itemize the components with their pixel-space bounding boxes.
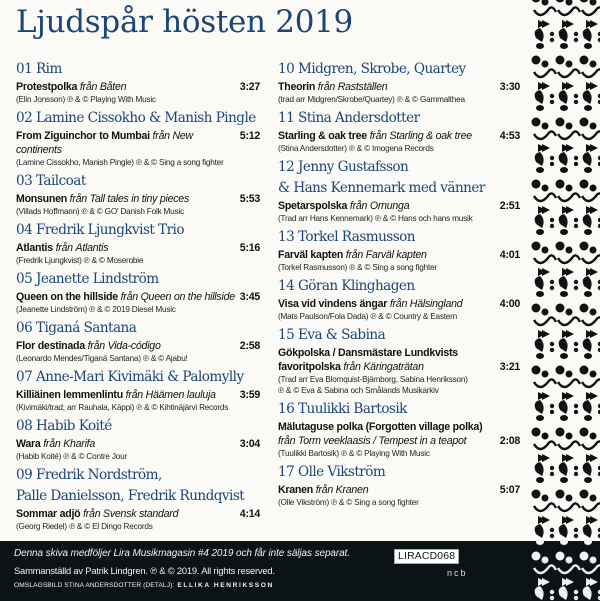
ornament-shape bbox=[574, 590, 578, 594]
from-label: från bbox=[345, 249, 364, 261]
song-name: Atlantis bbox=[16, 242, 53, 254]
ornament-shape bbox=[560, 477, 568, 483]
ornament-shape bbox=[550, 162, 554, 166]
ornament-shape bbox=[560, 353, 568, 359]
track-title-row bbox=[278, 129, 520, 143]
ornament-shape bbox=[550, 156, 554, 160]
track-artist: 01 Rim bbox=[16, 61, 62, 77]
from-label: från bbox=[343, 361, 361, 373]
from-label: från bbox=[120, 291, 138, 303]
ornament-shape bbox=[566, 557, 573, 564]
ornament-shape bbox=[550, 38, 554, 42]
track-duration: 2:51 bbox=[499, 200, 520, 212]
track-title-row bbox=[16, 80, 260, 94]
ornament-shape bbox=[536, 105, 544, 111]
song-name: Wara bbox=[16, 438, 41, 450]
ornament-shape bbox=[550, 590, 554, 594]
ornament-shape bbox=[574, 224, 578, 228]
ornament-shape bbox=[574, 528, 578, 532]
album-name: Ornunga bbox=[369, 200, 410, 212]
track-title bbox=[16, 241, 108, 255]
ornament-shape bbox=[566, 61, 573, 68]
ornament-shape bbox=[574, 218, 578, 222]
footer-cover-credit bbox=[14, 582, 274, 589]
ornament-shape bbox=[532, 552, 541, 561]
track-artist-cont: & Hans Kennemark med vänner bbox=[278, 180, 485, 196]
track-duration: 5:07 bbox=[499, 484, 520, 496]
album-name: Käringaträtan bbox=[363, 361, 424, 373]
track-duration: 3:21 bbox=[499, 361, 520, 373]
song-name: Sommar adjö bbox=[16, 508, 81, 520]
track-title-row bbox=[16, 507, 260, 521]
ornament-shape bbox=[574, 472, 578, 476]
track-title bbox=[16, 437, 95, 451]
ornament-shape bbox=[542, 433, 549, 440]
footer-bar bbox=[0, 541, 530, 601]
ornament-shape bbox=[532, 180, 541, 189]
track-credit: (Georg Riedel) ℗ & © El Dingo Records bbox=[16, 522, 153, 531]
from-label: från bbox=[349, 200, 368, 212]
track-entry bbox=[278, 327, 520, 396]
album-name: Torm veeklaasis / Tempest in a teapot bbox=[297, 435, 467, 447]
album-name: Vida-código bbox=[107, 340, 161, 352]
track-credit: (Leonardo Mendes/Tiganá Santana) ℗ & © Ajabu! bbox=[16, 354, 188, 363]
ornament-shape bbox=[574, 32, 578, 36]
ornament-shape bbox=[590, 495, 597, 502]
album-name: Atlantis bbox=[75, 242, 109, 254]
ncb-logo: ncb bbox=[447, 568, 468, 578]
ornament-shape bbox=[574, 348, 578, 352]
ornament-shape bbox=[580, 180, 589, 189]
ornament-shape bbox=[532, 56, 541, 65]
footer-compiled: Sammanställd av Patrik Lindgren. ℗ & © 2019. All rights reserved. bbox=[14, 565, 275, 576]
ornament-shape bbox=[580, 552, 589, 561]
ornament-shape bbox=[532, 490, 541, 499]
track-credit: (Habib Koité) ℗ & © Contre Jour bbox=[16, 452, 127, 461]
song-name: Protestpolka bbox=[16, 81, 78, 93]
album-name: New continents bbox=[16, 130, 193, 156]
track-entry bbox=[16, 61, 260, 105]
ornament-shape bbox=[580, 304, 589, 313]
track-title bbox=[16, 290, 235, 304]
track-artist: 12 Jenny Gustafsson bbox=[278, 159, 409, 175]
ornament-shape bbox=[584, 43, 592, 49]
track-artist: 09 Fredrik Nordström, bbox=[16, 467, 162, 483]
ornament-shape bbox=[536, 291, 544, 297]
track-artist: 13 Torkel Rasmusson bbox=[278, 229, 415, 245]
track-artist: 02 Lamine Cissokho & Manish Pingle bbox=[16, 110, 256, 126]
ornament-shape bbox=[532, 366, 541, 375]
ornament-shape bbox=[532, 118, 541, 127]
ornament-shape bbox=[556, 180, 565, 189]
album-name: Båten bbox=[99, 81, 127, 93]
track-duration: 3:45 bbox=[239, 291, 260, 303]
song-name: Visa vid vindens ängar bbox=[278, 298, 388, 310]
ornament-shape bbox=[536, 43, 544, 49]
ornament-shape bbox=[550, 534, 554, 538]
ornament-shape bbox=[584, 229, 592, 235]
track-credit: (Olle Vikström) ℗ & © Sing a song fighter bbox=[278, 498, 419, 507]
track-title-line1: Gökpolska / Dansmästare Lundkvists bbox=[278, 347, 458, 359]
track-title-row bbox=[278, 80, 520, 94]
track-artist: 07 Anne-Mari Kivimäki & Palomylly bbox=[16, 369, 244, 385]
track-duration: 4:14 bbox=[239, 508, 260, 520]
ornament-shape bbox=[556, 56, 565, 65]
tracklist-left bbox=[16, 56, 260, 532]
from-label: från bbox=[317, 81, 336, 93]
ornament-shape bbox=[550, 32, 554, 36]
track-credit-cont: ℗ & © Eva & Sabina och Smålands Musikarkiv bbox=[278, 386, 439, 395]
ornament-shape bbox=[574, 596, 578, 600]
track-duration: 3:27 bbox=[239, 81, 260, 93]
track-title-row bbox=[16, 241, 260, 255]
ornament-shape bbox=[550, 342, 554, 346]
ornament-shape bbox=[536, 415, 544, 421]
track-artist: 11 Stina Andersdotter bbox=[278, 110, 420, 126]
track-title-row bbox=[278, 199, 520, 213]
ornament-shape bbox=[580, 118, 589, 127]
ornament-shape bbox=[584, 415, 592, 421]
ornament-shape bbox=[584, 291, 592, 297]
track-credit: (Lamine Cissokho, Manish Pingle) ℗ & © Sing a song fighter bbox=[16, 158, 224, 167]
track-title-row bbox=[16, 388, 260, 402]
song-name: Farväl kapten bbox=[278, 249, 344, 261]
ornament-shape bbox=[550, 410, 554, 414]
ornament-shape bbox=[574, 94, 578, 98]
track-credit: (Trad arr Hans Kennemark) ℗ & © Hans och hans musik bbox=[278, 214, 473, 223]
ornament-shape bbox=[566, 123, 573, 130]
track-credit: (Torkel Rasmusson) ℗ & © Sing a song fighter bbox=[278, 263, 437, 272]
track-entry bbox=[278, 110, 520, 154]
track-entry bbox=[278, 159, 520, 224]
track-artist: 08 Habib Koité bbox=[16, 418, 112, 434]
track-duration: 4:01 bbox=[499, 249, 520, 261]
track-title bbox=[278, 80, 387, 94]
ornament-shape bbox=[556, 242, 565, 251]
track-credit: (Mats Paulson/Fola Dada) ℗ & © Country & Eastern bbox=[278, 312, 458, 321]
ornament-shape bbox=[590, 557, 597, 564]
track-credit: (Kivimäki/trad; arr Rauhala, Käppi) ℗ & © Kihtinäjärvi Records bbox=[16, 403, 229, 412]
ornament-shape bbox=[584, 353, 592, 359]
track-title bbox=[278, 129, 472, 143]
ornament-shape bbox=[580, 428, 589, 437]
track-entry bbox=[278, 229, 520, 273]
song-name: Kranen bbox=[278, 484, 313, 496]
ornament-shape bbox=[566, 495, 573, 502]
ornament-shape bbox=[580, 366, 589, 375]
track-artist: 06 Tiganá Santana bbox=[16, 320, 137, 336]
ornament-shape bbox=[550, 404, 554, 408]
track-duration: 5:16 bbox=[239, 242, 260, 254]
ornament-shape bbox=[550, 280, 554, 284]
ornament-shape bbox=[532, 304, 541, 313]
ornament-shape bbox=[542, 309, 549, 316]
ornament-pattern-icon bbox=[530, 0, 600, 601]
track-duration: 3:30 bbox=[499, 81, 520, 93]
ornament-shape bbox=[542, 185, 549, 192]
footer-notice: Denna skiva medföljer Lira Musikmagasin #4 2019 och får inte säljas separat. bbox=[14, 548, 350, 559]
cover-credit-artist: ELLIKA HENRIKSSON bbox=[177, 582, 274, 589]
track-title-row bbox=[16, 129, 260, 157]
from-label: från bbox=[125, 389, 143, 401]
ornament-shape bbox=[584, 105, 592, 111]
track-title bbox=[16, 339, 161, 353]
track-entry bbox=[16, 110, 260, 168]
album-name: Svensk standard bbox=[103, 508, 179, 520]
track-duration: 4:00 bbox=[499, 298, 520, 310]
track-duration: 2:08 bbox=[499, 435, 520, 447]
ornament-shape bbox=[550, 100, 554, 104]
ornament-shape bbox=[542, 123, 549, 130]
ornament-shape bbox=[556, 118, 565, 127]
track-entry bbox=[16, 320, 260, 364]
ornament-shape bbox=[574, 156, 578, 160]
track-credit: (Villads Hoffmann) ℗ & © GO' Danish Folk Music bbox=[16, 207, 184, 216]
ornament-shape bbox=[536, 167, 544, 173]
ornament-shape bbox=[566, 371, 573, 378]
track-credit: (Trad arr Eva Blomquist-Bjärnborg, Sabina Henriksson) bbox=[278, 375, 468, 384]
track-title bbox=[16, 129, 236, 157]
track-title bbox=[278, 297, 462, 311]
track-entry bbox=[278, 401, 520, 459]
track-credit: (trad arr Midgren/Skrobe/Quartey) ℗ & © Gammalthea bbox=[278, 95, 465, 104]
ornament-shape bbox=[542, 61, 549, 68]
track-credit: (Jeanette Lindström) ℗ & © 2019 Diesel Music bbox=[16, 305, 176, 314]
ornament-shape bbox=[574, 38, 578, 42]
track-title bbox=[278, 248, 427, 262]
ornament-shape bbox=[550, 286, 554, 290]
ornament-shape bbox=[536, 539, 544, 545]
ornament-shape bbox=[556, 304, 565, 313]
from-label: från bbox=[152, 130, 170, 142]
ornament-shape bbox=[542, 371, 549, 378]
track-artist: 03 Tailcoat bbox=[16, 173, 86, 189]
ornament-shape bbox=[556, 490, 565, 499]
track-artist: 15 Eva & Sabina bbox=[278, 327, 386, 343]
track-title-line1: Mälutaguse polka (Forgotten village polka) bbox=[278, 421, 483, 433]
track-artist: 17 Olle Vikström bbox=[278, 464, 386, 480]
ornament-shape bbox=[574, 280, 578, 284]
track-entry bbox=[16, 369, 260, 413]
album-name: Häämen lauluja bbox=[145, 389, 216, 401]
album-name: Kranen bbox=[335, 484, 369, 496]
album-name: Queen on the hillside bbox=[140, 291, 235, 303]
track-entry bbox=[278, 464, 520, 508]
ornament-shape bbox=[566, 433, 573, 440]
album-name: Rastställen bbox=[337, 81, 388, 93]
ornament-shape bbox=[542, 247, 549, 254]
track-title-row bbox=[16, 290, 260, 304]
ornament-shape bbox=[536, 477, 544, 483]
ornament-shape bbox=[550, 528, 554, 532]
track-title-row bbox=[278, 434, 520, 448]
track-artist: 16 Tuulikki Bartosik bbox=[278, 401, 407, 417]
ornament-shape bbox=[574, 410, 578, 414]
ornament-shape bbox=[560, 105, 568, 111]
ornament-shape bbox=[550, 348, 554, 352]
ornament-shape bbox=[550, 224, 554, 228]
catalog-number: LIRACD068 bbox=[394, 549, 459, 564]
track-title bbox=[16, 388, 216, 402]
ornament-shape bbox=[560, 539, 568, 545]
song-name: Monsunen bbox=[16, 193, 67, 205]
ornament-shape bbox=[584, 539, 592, 545]
track-title bbox=[278, 434, 466, 448]
ornament-shape bbox=[590, 185, 597, 192]
ornament-shape bbox=[556, 366, 565, 375]
ornament-shape bbox=[580, 56, 589, 65]
track-title-row bbox=[16, 192, 260, 206]
ornament-shape bbox=[550, 94, 554, 98]
from-label: från bbox=[79, 81, 98, 93]
ornament-shape bbox=[574, 286, 578, 290]
ornament-shape bbox=[574, 534, 578, 538]
track-title-row bbox=[278, 360, 520, 374]
song-name: Flor destinada bbox=[16, 340, 85, 352]
from-label: från bbox=[69, 193, 87, 205]
ornament-shape bbox=[542, 495, 549, 502]
track-artist-cont: Palle Danielsson, Fredrik Rundqvist bbox=[16, 488, 245, 504]
ornament-shape bbox=[566, 309, 573, 316]
ornament-shape bbox=[550, 472, 554, 476]
ornament-shape bbox=[584, 167, 592, 173]
ornament-shape bbox=[550, 466, 554, 470]
from-label: från bbox=[369, 130, 387, 142]
track-title bbox=[16, 192, 189, 206]
ornament-shape bbox=[574, 162, 578, 166]
track-title-row bbox=[16, 437, 260, 451]
ornament-shape bbox=[550, 596, 554, 600]
ornament-shape bbox=[590, 61, 597, 68]
song-name: favoritpolska bbox=[278, 361, 341, 373]
track-entry bbox=[16, 173, 260, 217]
track-entry bbox=[16, 222, 260, 266]
song-name: Theorin bbox=[278, 81, 316, 93]
from-label: från bbox=[315, 484, 333, 496]
cover-credit-label: OMSLAGSBILD STINA ANDERSDOTTER (DETALJ): bbox=[14, 582, 175, 589]
album-name: Tall tales in tiny pieces bbox=[89, 193, 189, 205]
song-name: Starling & oak tree bbox=[278, 130, 367, 142]
track-credit: (Elin Jonsson) ℗ & © Playing With Music bbox=[16, 95, 156, 104]
track-duration: 5:53 bbox=[239, 193, 260, 205]
ornament-shape bbox=[590, 433, 597, 440]
track-title bbox=[278, 483, 368, 497]
ornament-shape bbox=[556, 428, 565, 437]
ornament-shape bbox=[566, 185, 573, 192]
track-artist: 05 Jeanette Lindström bbox=[16, 271, 159, 287]
track-title bbox=[278, 199, 409, 213]
from-label: från bbox=[55, 242, 73, 254]
track-duration: 3:04 bbox=[239, 438, 260, 450]
album-name: Hälsingland bbox=[409, 298, 463, 310]
from-label: från bbox=[87, 340, 105, 352]
album-name: Kharifa bbox=[63, 438, 96, 450]
album-title: Ljudspår hösten 2019 bbox=[16, 4, 353, 40]
track-artist: 04 Fredrik Ljungkvist Trio bbox=[16, 222, 184, 238]
track-title bbox=[16, 507, 178, 521]
ornament-shape bbox=[584, 477, 592, 483]
ornament-shape bbox=[574, 342, 578, 346]
album-name: Starling & oak tree bbox=[389, 130, 472, 142]
track-title bbox=[16, 80, 126, 94]
ornament-shape bbox=[590, 309, 597, 316]
track-title-row bbox=[16, 339, 260, 353]
ornament-shape bbox=[542, 557, 549, 564]
ornament-shape bbox=[580, 242, 589, 251]
song-name: From Ziguinchor to Mumbai bbox=[16, 130, 150, 142]
album-name: Farväl kapten bbox=[365, 249, 427, 261]
track-credit: (Tuulikki Bartosik) ℗ & © Playing With Music bbox=[278, 449, 430, 458]
ornament-shape bbox=[566, 247, 573, 254]
ornament-shape bbox=[556, 552, 565, 561]
track-credit: (Fredrik Ljungkvist) ℗ & © Moserobie bbox=[16, 256, 144, 265]
ornament-shape bbox=[560, 291, 568, 297]
ornament-shape bbox=[536, 353, 544, 359]
ornament-shape bbox=[560, 43, 568, 49]
from-label: från bbox=[278, 435, 296, 447]
track-title-row bbox=[278, 297, 520, 311]
track-title bbox=[278, 360, 424, 374]
ornament-shape bbox=[574, 404, 578, 408]
ornament-shape bbox=[574, 466, 578, 470]
ornament-shape bbox=[550, 218, 554, 222]
track-title-row bbox=[278, 483, 520, 497]
track-duration: 4:53 bbox=[499, 130, 520, 142]
song-name: Killiäinen lemmenlintu bbox=[16, 389, 123, 401]
song-name: Spetarspolska bbox=[278, 200, 348, 212]
ornament-shape bbox=[532, 428, 541, 437]
ornament-shape bbox=[590, 247, 597, 254]
ornament-shape bbox=[590, 123, 597, 130]
song-name: Queen on the hillside bbox=[16, 291, 118, 303]
track-duration: 5:12 bbox=[239, 130, 260, 142]
track-duration: 2:58 bbox=[239, 340, 260, 352]
tracklist-right bbox=[278, 56, 520, 508]
track-entry bbox=[16, 418, 260, 462]
ornament-shape bbox=[560, 415, 568, 421]
track-credit: (Stina Andersdotter) ℗ & © Imogena Records bbox=[278, 144, 434, 153]
track-title-row bbox=[278, 248, 520, 262]
from-label: från bbox=[83, 508, 101, 520]
ornament-shape bbox=[574, 100, 578, 104]
track-entry bbox=[16, 271, 260, 315]
track-duration: 3:59 bbox=[239, 389, 260, 401]
track-entry bbox=[16, 467, 260, 532]
ornament-shape bbox=[536, 229, 544, 235]
track-entry bbox=[278, 278, 520, 322]
from-label: från bbox=[43, 438, 61, 450]
track-artist: 10 Midgren, Skrobe, Quartey bbox=[278, 61, 466, 77]
from-label: från bbox=[389, 298, 408, 310]
ornament-shape bbox=[560, 167, 568, 173]
ornament-shape bbox=[590, 371, 597, 378]
ornament-shape bbox=[532, 242, 541, 251]
track-artist: 14 Göran Klinghagen bbox=[278, 278, 415, 294]
ornament-shape bbox=[560, 229, 568, 235]
ornament-shape bbox=[580, 490, 589, 499]
track-entry bbox=[278, 61, 520, 105]
